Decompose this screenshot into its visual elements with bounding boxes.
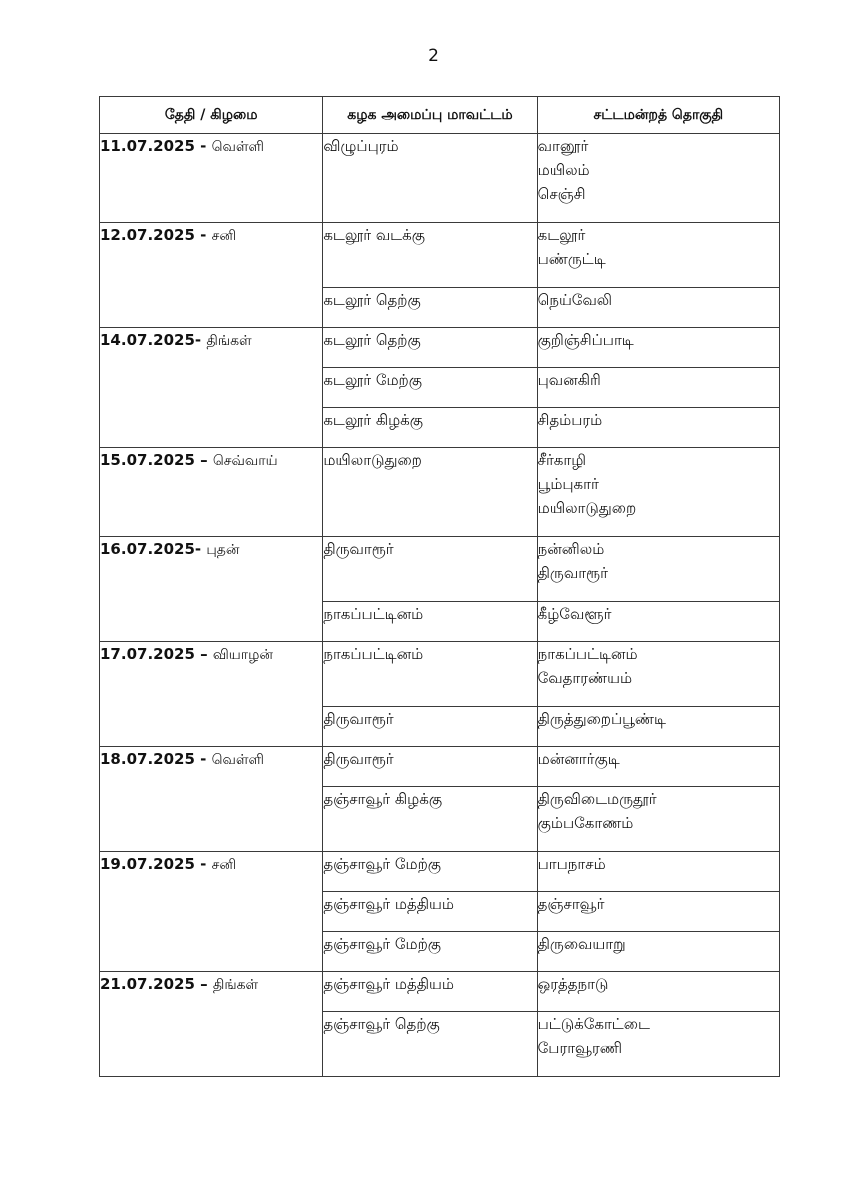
constituency-cell bbox=[537, 328, 779, 368]
day-text: வெள்ளி bbox=[211, 139, 264, 155]
constituency-cell bbox=[537, 787, 779, 852]
date-text: 12.07.2025 bbox=[100, 226, 195, 244]
constituency-cell bbox=[537, 1012, 779, 1077]
date-separator: - bbox=[194, 750, 212, 768]
date-separator: - bbox=[194, 137, 212, 155]
date-day-cell bbox=[100, 448, 323, 537]
constituency-name: நன்னிலம் bbox=[537, 540, 605, 558]
district-cell: தஞ்சாவூர் மத்தியம் bbox=[323, 972, 537, 1012]
date-day-cell bbox=[100, 134, 323, 223]
constituency-cell bbox=[537, 288, 779, 328]
district-cell: கடலூர் வடக்கு bbox=[323, 223, 537, 288]
constituency-name: ஒரத்தநாடு bbox=[537, 975, 609, 993]
constituency-cell bbox=[537, 223, 779, 288]
date-day-cell bbox=[100, 852, 323, 972]
page-number: 2 bbox=[428, 46, 439, 66]
constituency-cell bbox=[537, 852, 779, 892]
constituency-name: பண்ருட்டி bbox=[537, 250, 606, 268]
table-row bbox=[100, 972, 780, 1012]
district-cell: தஞ்சாவூர் கிழக்கு bbox=[323, 787, 537, 852]
day-text: திங்கள் bbox=[212, 977, 259, 993]
date-separator: - bbox=[194, 226, 212, 244]
table-row bbox=[100, 134, 780, 223]
constituency-cell bbox=[537, 972, 779, 1012]
district-cell: நாகப்பட்டினம் bbox=[323, 642, 537, 707]
header-date-day: தேதி / கிழமை bbox=[100, 97, 323, 134]
date-text: 16.07.2025 bbox=[100, 540, 195, 558]
district-cell: நாகப்பட்டினம் bbox=[323, 602, 537, 642]
constituency-name: சீர்காழி bbox=[537, 451, 586, 469]
day-text: வியாழன் bbox=[212, 647, 273, 663]
constituency-name: கும்பகோணம் bbox=[537, 814, 634, 832]
constituency-name: திருவையாறு bbox=[537, 935, 626, 953]
date-text: 19.07.2025 bbox=[100, 855, 195, 873]
constituency-cell bbox=[537, 537, 779, 602]
constituency-name: தஞ்சாவூர் bbox=[537, 895, 605, 913]
constituency-cell bbox=[537, 408, 779, 448]
district-cell: விழுப்புரம் bbox=[323, 134, 537, 223]
day-text: திங்கள் bbox=[206, 333, 252, 349]
constituency-name: கடலூர் bbox=[537, 226, 586, 244]
date-day-cell bbox=[100, 223, 323, 328]
date-text: 18.07.2025 bbox=[100, 750, 195, 768]
table-row bbox=[100, 747, 780, 787]
constituency-name: வானூர் bbox=[537, 137, 589, 155]
schedule-body bbox=[100, 134, 780, 1077]
constituency-name: பூம்புகார் bbox=[537, 475, 599, 493]
date-text: 14.07.2025 bbox=[100, 331, 195, 349]
constituency-name: பாபநாசம் bbox=[537, 855, 606, 873]
date-text: 21.07.2025 bbox=[100, 975, 195, 993]
constituency-name: பேராவூரணி bbox=[537, 1039, 623, 1057]
constituency-cell bbox=[537, 892, 779, 932]
district-cell: மயிலாடுதுறை bbox=[323, 448, 537, 537]
header-district: கழக அமைப்பு மாவட்டம் bbox=[323, 97, 537, 134]
constituency-name: புவனகிரி bbox=[537, 371, 601, 389]
district-cell: கடலூர் தெற்கு bbox=[323, 328, 537, 368]
date-separator: – bbox=[194, 645, 213, 663]
date-separator: – bbox=[194, 451, 213, 469]
district-cell: தஞ்சாவூர் மேற்கு bbox=[323, 932, 537, 972]
constituency-cell bbox=[537, 707, 779, 747]
date-separator: – bbox=[194, 975, 213, 993]
schedule-table bbox=[99, 96, 780, 1077]
date-text: 17.07.2025 bbox=[100, 645, 195, 663]
table-row bbox=[100, 223, 780, 288]
constituency-name: மன்னார்குடி bbox=[537, 750, 620, 768]
table-row bbox=[100, 537, 780, 602]
constituency-cell bbox=[537, 448, 779, 537]
constituency-name: நாகப்பட்டினம் bbox=[537, 645, 638, 663]
constituency-name: மயிலாடுதுறை bbox=[537, 499, 637, 517]
constituency-name: கீழ்வேளூர் bbox=[537, 605, 612, 623]
constituency-cell bbox=[537, 747, 779, 787]
date-separator: - bbox=[194, 331, 207, 349]
district-cell: தஞ்சாவூர் மத்தியம் bbox=[323, 892, 537, 932]
district-cell: தஞ்சாவூர் தெற்கு bbox=[323, 1012, 537, 1077]
constituency-name: மயிலம் bbox=[537, 161, 590, 179]
district-cell: தஞ்சாவூர் மேற்கு bbox=[323, 852, 537, 892]
district-cell: திருவாரூர் bbox=[323, 707, 537, 747]
table-row bbox=[100, 448, 780, 537]
constituency-name: திருவாரூர் bbox=[537, 564, 608, 582]
constituency-name: வேதாரண்யம் bbox=[537, 669, 633, 687]
table-row bbox=[100, 328, 780, 368]
constituency-name: குறிஞ்சிப்பாடி bbox=[537, 331, 634, 349]
date-text: 15.07.2025 bbox=[100, 451, 195, 469]
date-text: 11.07.2025 bbox=[100, 137, 195, 155]
date-separator: - bbox=[194, 855, 212, 873]
date-day-cell bbox=[100, 972, 323, 1077]
date-day-cell bbox=[100, 747, 323, 852]
table-row bbox=[100, 642, 780, 707]
constituency-name: திருத்துறைப்பூண்டி bbox=[537, 710, 666, 728]
constituency-name: பட்டுக்கோட்டை bbox=[537, 1015, 650, 1033]
district-cell: கடலூர் கிழக்கு bbox=[323, 408, 537, 448]
constituency-name: திருவிடைமருதூர் bbox=[537, 790, 657, 808]
day-text: சனி bbox=[211, 228, 237, 244]
day-text: புதன் bbox=[206, 542, 240, 558]
district-cell: திருவாரூர் bbox=[323, 747, 537, 787]
day-text: சனி bbox=[211, 857, 237, 873]
date-day-cell bbox=[100, 537, 323, 642]
constituency-cell bbox=[537, 368, 779, 408]
date-day-cell bbox=[100, 328, 323, 448]
constituency-cell bbox=[537, 602, 779, 642]
constituency-name: சிதம்பரம் bbox=[537, 411, 603, 429]
date-day-cell bbox=[100, 642, 323, 747]
district-cell: திருவாரூர் bbox=[323, 537, 537, 602]
constituency-cell bbox=[537, 642, 779, 707]
district-cell: கடலூர் மேற்கு bbox=[323, 368, 537, 408]
constituency-name: செஞ்சி bbox=[537, 185, 586, 203]
table-row bbox=[100, 852, 780, 892]
constituency-cell bbox=[537, 932, 779, 972]
constituency-cell bbox=[537, 134, 779, 223]
constituency-name: நெய்வேலி bbox=[537, 291, 613, 309]
date-separator: - bbox=[194, 540, 207, 558]
day-text: வெள்ளி bbox=[211, 752, 264, 768]
header-constituency: சட்டமன்றத் தொகுதி bbox=[537, 97, 779, 134]
day-text: செவ்வாய் bbox=[212, 453, 278, 469]
district-cell: கடலூர் தெற்கு bbox=[323, 288, 537, 328]
header-row bbox=[100, 97, 780, 134]
